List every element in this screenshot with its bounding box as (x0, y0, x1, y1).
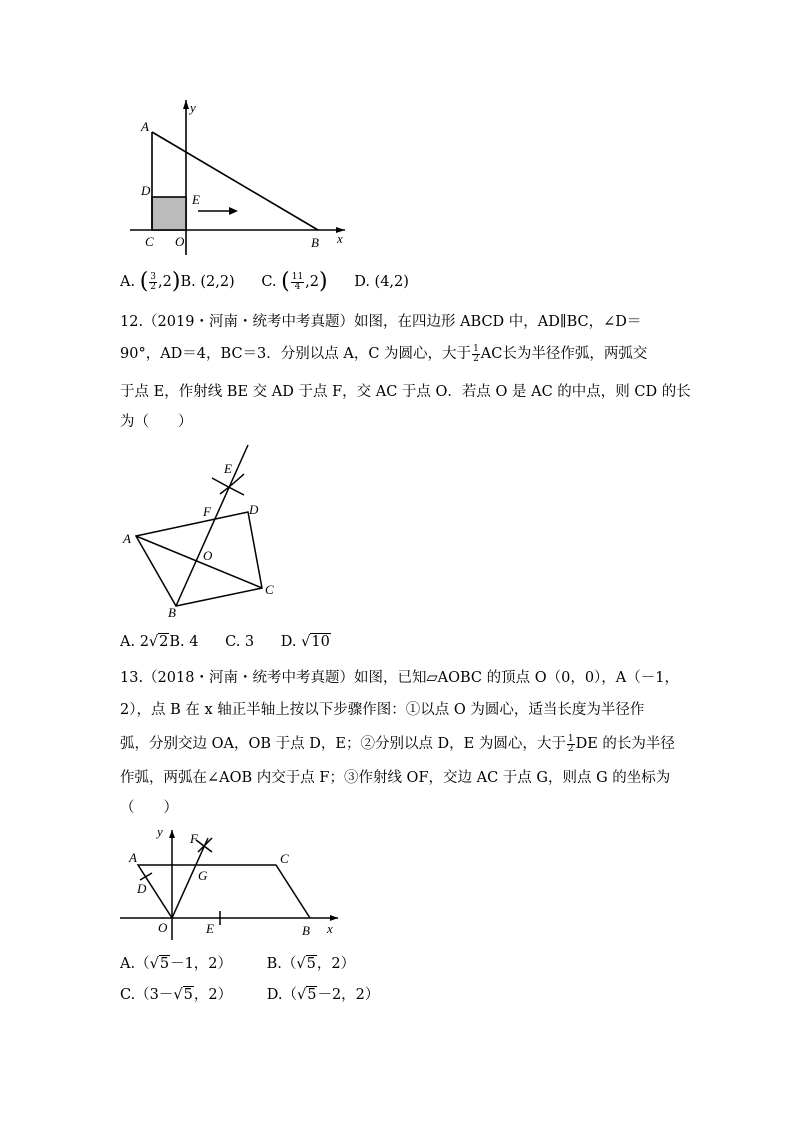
label-D: D (249, 502, 259, 517)
option-a[interactable]: A. 2√2 (120, 634, 169, 650)
label-A: A (129, 850, 137, 865)
label-O: O (175, 234, 185, 249)
label-C: C (265, 582, 274, 597)
label-O: O (203, 548, 213, 563)
label-A: A (141, 119, 149, 134)
option-a[interactable]: A.（√5－1，2） (120, 956, 233, 972)
option-a[interactable]: A. ( $\frac{3}{2}$ ,2) (120, 269, 181, 294)
option-b[interactable]: B. (2,2) (180, 274, 235, 290)
label-E: E (206, 921, 214, 936)
q12-line4: 为（ ） (120, 414, 193, 430)
label-y: y (190, 100, 196, 115)
q13-line4: 作弧，两弧在∠AOB 内交于点 F；③作射线 OF，交边 AC 于点 G，则点 G 的坐标为 (120, 770, 671, 786)
label-y: y (157, 824, 163, 839)
option-b[interactable]: B.（√5，2） (266, 956, 356, 972)
label-B: B (311, 235, 319, 250)
label-F: F (190, 831, 198, 846)
label-G: G (198, 868, 208, 883)
option-c[interactable]: C.（3－√5，2） (120, 987, 233, 1003)
label-F: F (203, 504, 211, 519)
label-E: E (192, 192, 200, 207)
label-B: B (168, 605, 176, 620)
label-B: B (302, 923, 310, 938)
label-D: D (137, 881, 147, 896)
q13-line2: 2），点 B 在 x 轴正半轴上按以下步骤作图：①以点 O 为圆心，适当长度为半径作 (120, 702, 645, 718)
shaded-square (152, 197, 186, 230)
q13-options-row1 (120, 954, 355, 974)
label-A: A (123, 531, 131, 546)
label-D: D (141, 183, 151, 198)
arrow-head (229, 207, 238, 215)
q13-line1: 13.（2018・河南・统考中考真题）如图，已知▱AOBC 的顶点 O（0，0），A（－1， (120, 670, 679, 686)
label-E: E (224, 461, 232, 476)
q12-line2: 90°，AD＝4，BC＝3．分别以点 A，C 为圆心，大于 $\frac{1}{2}$ AC长为半径作弧，两弧交 (120, 343, 648, 364)
q11-options (120, 269, 409, 294)
q13-line5: （ ） (120, 800, 178, 816)
q12-line1: 12.（2019・河南・统考中考真题）如图，在四边形 ABCD 中，AD∥BC，∠D＝ (120, 314, 642, 330)
q13-options-row2 (120, 985, 379, 1005)
label-O: O (158, 920, 168, 935)
option-c[interactable]: C. 3 (225, 634, 255, 650)
q12-line3: 于点 E，作射线 BE 交 AD 于点 F，交 AC 于点 O．若点 O 是 AC 的中点，则 CD 的长 (120, 384, 691, 400)
q13-line3: 弧，分别交边 OA，OB 于点 D，E；②分别以点 D，E 为圆心，大于 $\frac{1}{2}$ DE 的长为半径 (120, 733, 675, 754)
option-d[interactable]: D.（√5－2，2） (266, 987, 380, 1003)
option-d[interactable]: D. (4,2) (354, 274, 409, 290)
option-b[interactable]: B. 4 (169, 634, 199, 650)
label-C: C (280, 851, 289, 866)
label-x: x (337, 231, 343, 246)
label-x: x (327, 921, 333, 936)
option-d[interactable]: D. √10 (280, 634, 330, 650)
label-C: C (145, 234, 154, 249)
option-c[interactable]: C. ( $\frac{11}{4}$ ,2) (261, 269, 328, 294)
q12-options (120, 632, 331, 652)
y-arrow (183, 100, 189, 109)
